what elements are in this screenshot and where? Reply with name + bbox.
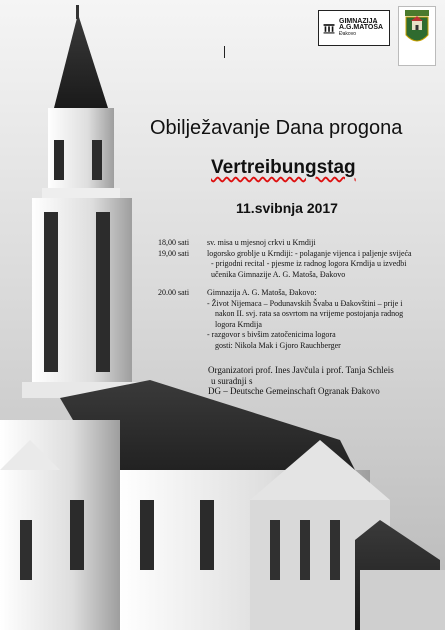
schedule-desc: [207, 238, 443, 249]
schedule-line: Gimnazija A. G. Matoša, Đakovo:: [207, 288, 317, 297]
school-logo-city: Đakovo: [339, 31, 356, 37]
organizers-partner: DG – Deutsche Gemeinschaft Ogranak Đakovo: [208, 386, 380, 396]
school-logo: [318, 10, 390, 46]
schedule-line: - razgovor s bivšim zatočenicima logora: [207, 330, 336, 339]
schedule-time: 18,00 sati: [158, 238, 190, 247]
schedule-desc: [207, 288, 443, 351]
schedule-line: - Život Nijemaca – Podunavskih Švaba u Đakovštini – prije i: [207, 298, 403, 308]
school-building-icon: [323, 17, 335, 39]
schedule-line: nakon II. svj. rata sa osvrtom na vrijeme postojanja radnog: [215, 309, 404, 318]
organizers-cooperation: u suradnji s: [211, 375, 253, 386]
coat-of-arms-icon: [403, 9, 431, 49]
schedule-line: učenika Gimnazije A. G. Matoša, Đakovo: [211, 269, 346, 279]
organizers-block: [208, 365, 438, 397]
poster-title: Obilježavanje Dana progona: [150, 117, 403, 139]
event-date: 11.svibnja 2017: [236, 200, 338, 216]
schedule-row: [158, 249, 443, 281]
schedule-line: logorsko groblje u Krndiji: - polaganje vijenca i paljenje svijeća: [207, 248, 412, 258]
city-crest-logo: [398, 6, 436, 66]
schedule-line: gosti: Nikola Mak i Gjoro Rauchberger: [215, 340, 341, 350]
schedule-time: 20.00 sati: [158, 288, 190, 297]
school-logo-name: GIMNAZIJA A.G.MATOŠA: [339, 18, 384, 31]
schedule-desc: [207, 249, 443, 281]
event-schedule: [158, 238, 443, 351]
schedule-row: [158, 288, 443, 351]
text-cursor: [224, 46, 225, 58]
poster-subtitle: [211, 157, 356, 179]
organizers-names: Organizatori prof. Ines Javčula i prof. Tanja Schleis: [208, 365, 394, 375]
schedule-row: [158, 238, 443, 249]
schedule-line: logora Krndija: [215, 319, 262, 329]
schedule-line: sv. misa u mjesnoj crkvi u Krndiji: [207, 238, 316, 247]
schedule-line: - prigodni recital - pjesme iz radnog logora Krndija u izvedbi: [211, 259, 407, 268]
poster-subtitle-text: Vertreibungstag: [211, 157, 356, 178]
schedule-time: 19,00 sati: [158, 248, 190, 258]
